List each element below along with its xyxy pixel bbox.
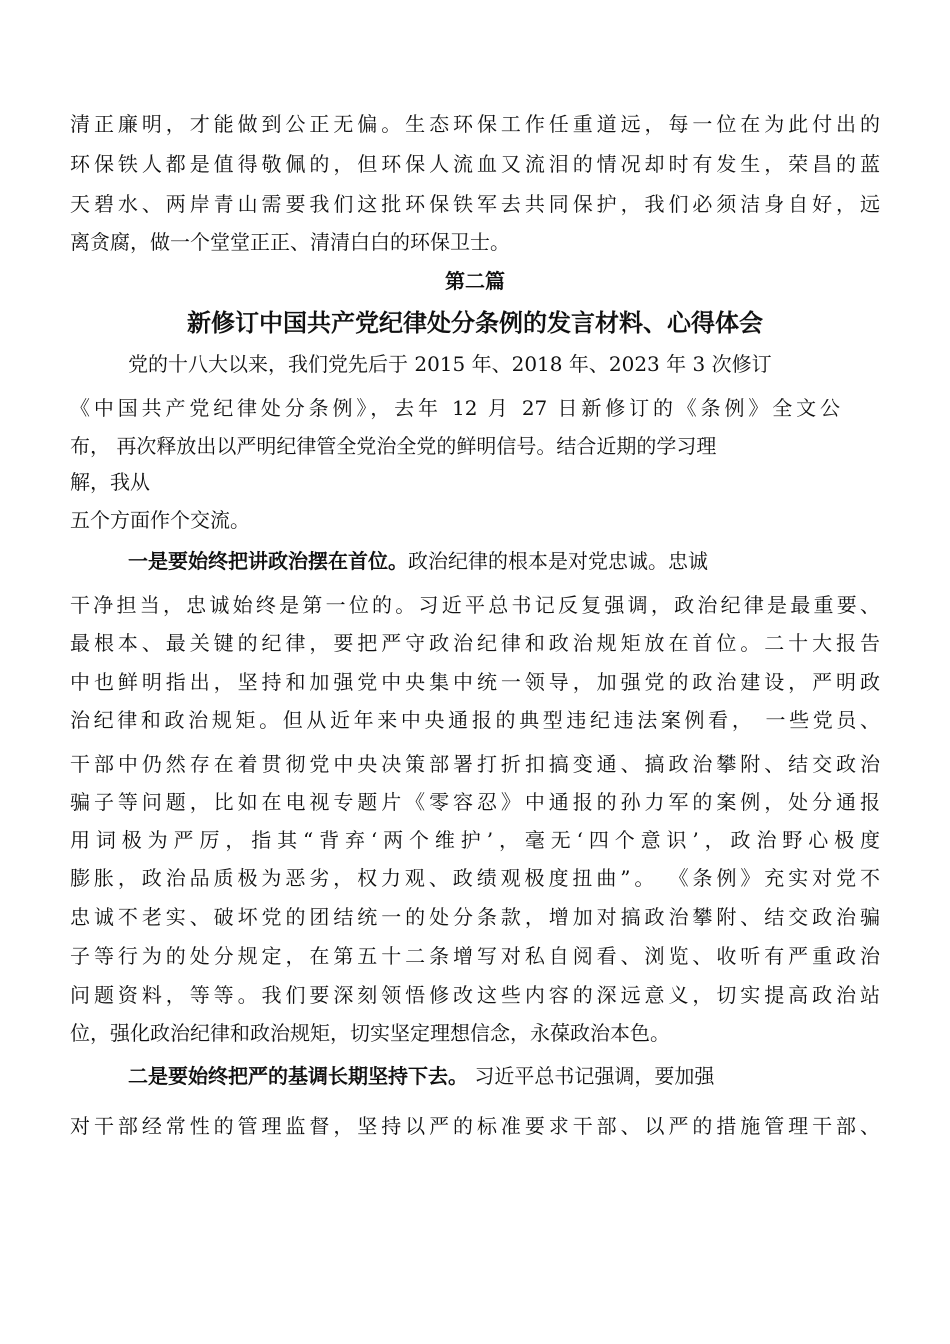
point2-first-line: [128, 1062, 880, 1090]
intro-line-3: 天碧水、两岸青山需要我们这批环保铁军去共同保护，我们必须洁身自好，远: [70, 192, 880, 216]
point2-first-line-rest: 习近平总书记强调，要加强: [468, 1064, 715, 1088]
para1-line-4: 解，我从: [70, 470, 150, 494]
intro-line-1: 清正廉明，才能做到公正无偏。生态环保工作任重道远，每一位在为此付出的: [70, 112, 880, 136]
point1-heading: 一是要始终把讲政治摆在首位。: [128, 549, 408, 573]
point1-line: 治纪律和政治规矩。但从近年来中央通报的典型违纪违法案例看， 一些党员、: [70, 708, 880, 732]
point1-first-line-rest: 政治纪律的根本是对党忠诚。忠诚: [408, 549, 708, 573]
para1-line-1: 党的十八大以来，我们党先后于 2015 年、2018 年、2023 年 3 次修订: [128, 352, 772, 376]
intro-line-2: 环保铁人都是值得敬佩的，但环保人流血又流泪的情况却时有发生，荣昌的蓝: [70, 152, 880, 176]
point1-line: 中也鲜明指出，坚持和加强党中央集中统一领导，加强党的政治建设，严明政: [70, 670, 880, 694]
point1-line: 膨胀，政治品质极为恶劣，权力观、政绩观极度扭曲”。 《条例》充实对党不: [70, 866, 880, 890]
para1-line-2: 《中国共产党纪律处分条例》，去年 12 月 27 日新修订的《条例》全文公: [70, 396, 840, 420]
point1-line: 问题资料，等等。我们要深刻领悟修改这些内容的深远意义，切实提高政治站: [70, 983, 880, 1007]
point1-line: 干部中仍然存在着贯彻党中央决策部署打折扣搞变通、搞政治攀附、结交政治: [70, 752, 880, 776]
point2-line: 对干部经常性的管理监督，坚持以严的标准要求干部、以严的措施管理干部、: [70, 1114, 880, 1138]
point1-line: 子等行为的处分规定，在第五十二条增写对私自阅看、浏览、收听有严重政治: [70, 944, 880, 968]
para1-line-5: 五个方面作个交流。: [70, 508, 250, 532]
para1-line-3: 布， 再次释放出以严明纪律管全党治全党的鲜明信号。结合近期的学习理: [70, 434, 717, 458]
point1-line: 骗子等问题，比如在电视专题片《零容忍》中通报的孙力军的案例，处分通报: [70, 790, 880, 814]
point2-heading: 二是要始终把严的基调长期坚持下去。: [128, 1064, 468, 1088]
section-title: 新修订中国共产党纪律处分条例的发言材料、心得体会: [187, 309, 763, 337]
section-label: 第二篇: [445, 269, 505, 293]
point1-line: 位，强化政治纪律和政治规矩，切实坚定理想信念，永葆政治本色。: [70, 1021, 670, 1045]
point1-line: 干净担当，忠诚始终是第一位的。习近平总书记反复强调，政治纪律是最重要、: [70, 593, 880, 617]
point1-first-line: [128, 547, 880, 575]
point1-line: 最根本、最关键的纪律，要把严守政治纪律和政治规矩放在首位。二十大报告: [70, 631, 880, 655]
intro-line-4: 离贪腐，做一个堂堂正正、清清白白的环保卫士。: [70, 230, 510, 254]
point1-line: 用词极为严厉，指其“背弃‘两个维护’，毫无‘四个意识’，政治野心极度: [70, 828, 880, 852]
point1-line: 忠诚不老实、破坏党的团结统一的处分条款，增加对搞政治攀附、结交政治骗: [70, 905, 880, 929]
